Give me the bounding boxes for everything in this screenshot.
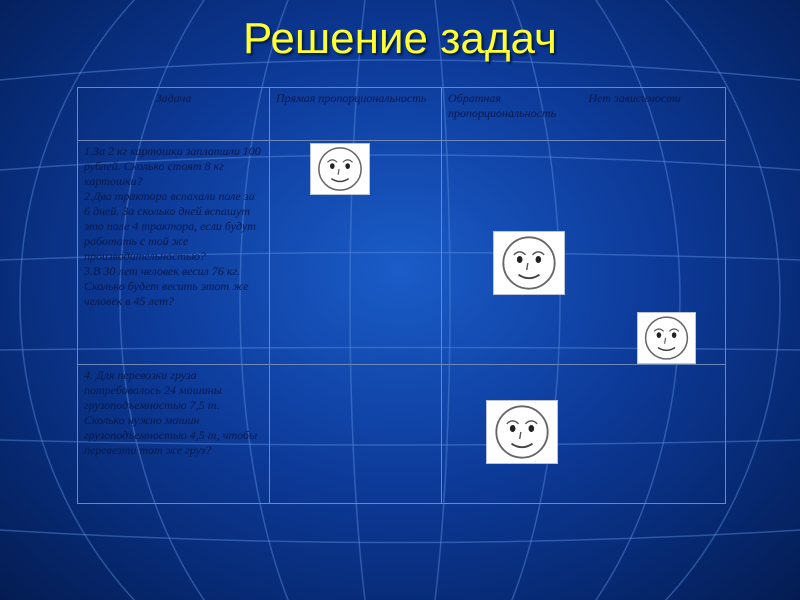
task-3-text: 3.В 30 лет человек весил 76 кг. Сколько будет весить этот же человек в 45 лет?	[84, 264, 249, 308]
task-1-text: 1.За 2 кг картошки заплатили 100 рублей. Сколько стоят 8 кг картошки?	[84, 144, 261, 188]
task-2-text: 2.Два трактора вспахали поле за 6 дней. За сколько дней вспашут это поле 4 трактора, если будут работать с той же производительностью?	[84, 189, 256, 263]
header-direct: Прямая пропорциональность	[270, 88, 442, 141]
header-inverse-none	[442, 88, 726, 141]
task-table	[77, 87, 726, 504]
smiley-face-icon	[310, 143, 370, 195]
table-header-row	[78, 88, 726, 141]
direct-cell	[270, 365, 442, 504]
smiley-face-icon	[493, 231, 565, 295]
smiley-face-icon	[486, 400, 558, 464]
table-row	[78, 365, 726, 504]
slide-title: Решение задач	[243, 14, 557, 63]
task-cell	[78, 365, 270, 504]
header-inverse: Обратная пропорциональность	[448, 91, 557, 120]
header-none: Нет зависимости	[588, 91, 681, 105]
task-4-text: 4. Для перевозки груза потребовалось 24 машины грузоподъемностью 7,5 т. Сколько нужно машин грузоподъемностью 4,5 т, чтобы перевезти тот же груз?	[84, 368, 258, 457]
inverse-none-cell	[442, 365, 726, 504]
table-row	[78, 141, 726, 365]
task-cell	[78, 141, 270, 365]
smiley-face-icon	[637, 312, 696, 364]
header-task: Задача	[78, 88, 270, 141]
